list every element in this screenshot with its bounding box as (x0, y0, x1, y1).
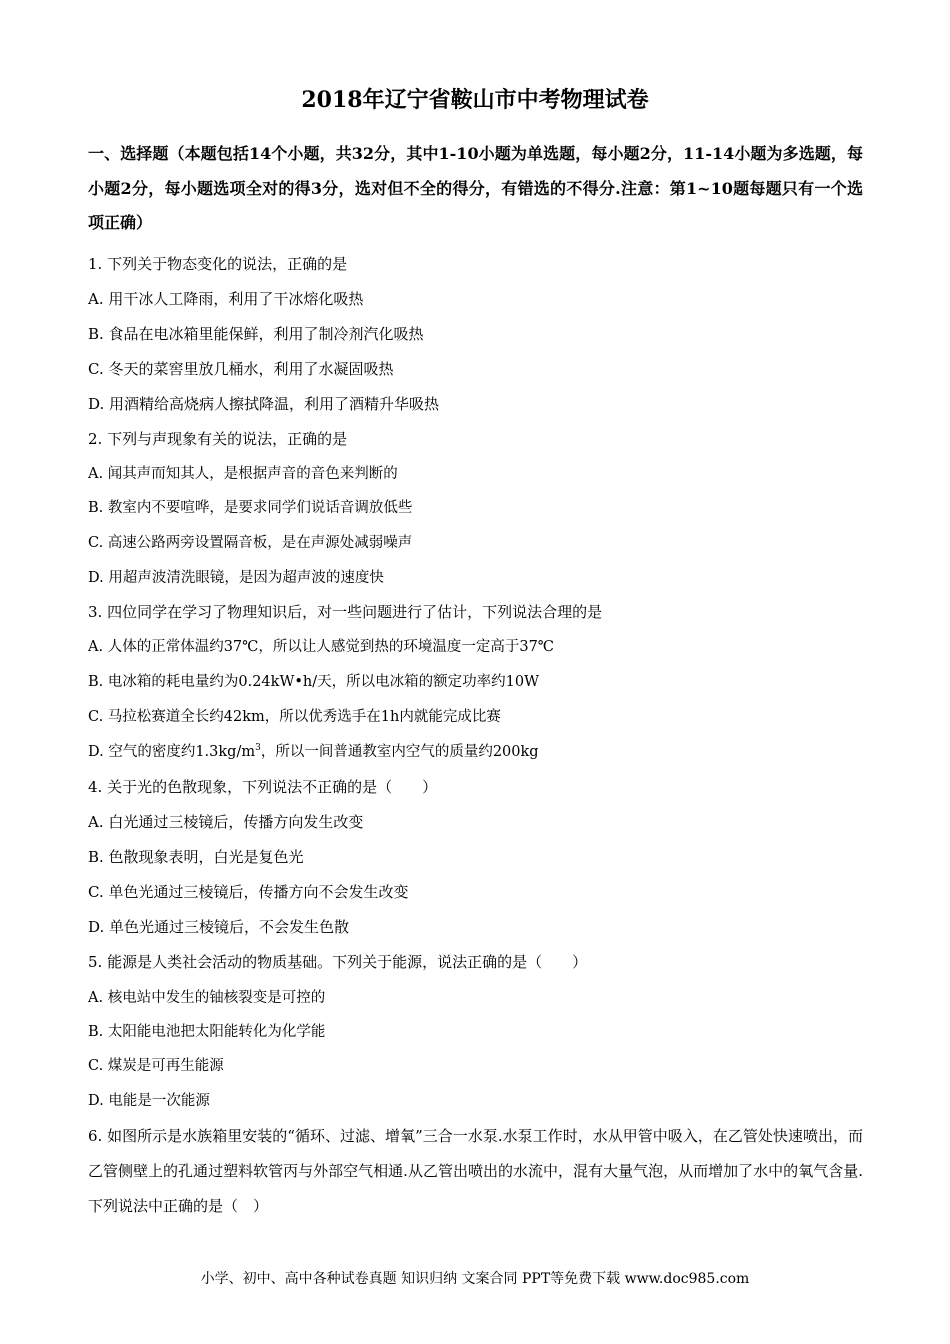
question-3-option-d-superscript: 3 (255, 743, 261, 754)
question-6-stem: 6. 如图所示是水族箱里安装的“循环、过滤、增氧”三合一水泵.水泵工作时，水从甲管中吸入，在乙管处快速喷出，而乙管侧壁上的孔通过塑料软管丙与外部空气相通.从乙管出喷出的水流中，混有大量气泡，从而增加了水中的氧气含量.下列说法中正确的是（ ） (88, 1127, 863, 1215)
question-2-option-d: D. 用超声波清洗眼镜，是因为超声波的速度快 (88, 570, 384, 586)
question-2-stem: 2. 下列与声现象有关的说法，正确的是 (88, 430, 348, 448)
question-3-option-d-text-after: ，所以一间普通教室内空气的质量约200kg (260, 744, 539, 760)
question-3-stem: 3. 四位同学在学习了物理知识后，对一些问题进行了估计，下列说法合理的是 (88, 603, 603, 621)
question-5-option-a: A. 核电站中发生的铀核裂变是可控的 (88, 990, 326, 1006)
question-2-option-a: A. 闻其声而知其人，是根据声音的音色来判断的 (88, 466, 398, 482)
page-footer: 小学、初中、高中各种试卷真题 知识归纳 文案合同 PPT等免费下载 www.doc985.com (200, 1271, 750, 1287)
question-4-option-c: C. 单色光通过三棱镜后，传播方向不会发生改变 (88, 883, 409, 901)
question-5-option-c: C. 煤炭是可再生能源 (88, 1058, 224, 1074)
question-1-option-d: D. 用酒精给高烧病人擦拭降温，利用了酒精升华吸热 (88, 395, 440, 413)
question-4-stem: 4. 关于光的色散现象，下列说法不正确的是（ ） (88, 778, 438, 796)
page-title: 2018年辽宁省鞍山市中考物理试卷 (301, 87, 649, 113)
question-3-option-d (88, 741, 863, 763)
question-3-option-a: A. 人体的正常体温约37℃，所以让人感觉到热的环境温度一定高于37℃ (88, 639, 555, 655)
question-3-option-d-text-before: D. 空气的密度约1.3kg/m (88, 744, 256, 760)
question-2-option-c: C. 高速公路两旁设置隔音板，是在声源处减弱噪声 (88, 535, 413, 551)
question-3-option-b: B. 电冰箱的耗电量约为0.24kW•h/天，所以电冰箱的额定功率约10W (88, 674, 539, 690)
question-1-option-b: B. 食品在电冰箱里能保鲜，利用了制冷剂汽化吸热 (88, 325, 424, 343)
question-4-option-d: D. 单色光通过三棱镜后，不会发生色散 (88, 918, 350, 936)
question-5-option-b: B. 太阳能电池把太阳能转化为化学能 (88, 1024, 326, 1040)
question-5-option-d: D. 电能是一次能源 (88, 1093, 210, 1109)
question-4-option-a: A. 白光通过三棱镜后，传播方向发生改变 (88, 813, 364, 831)
question-5-stem: 5. 能源是人类社会活动的物质基础。下列关于能源，说法正确的是（ ） (88, 953, 588, 971)
question-4-option-b: B. 色散现象表明，白光是复色光 (88, 848, 304, 866)
question-3-option-c: C. 马拉松赛道全长约42km，所以优秀选手在1h内就能完成比赛 (88, 709, 501, 725)
question-1-option-a: A. 用干冰人工降雨，利用了干冰熔化吸热 (88, 290, 364, 308)
question-1-option-c: C. 冬天的菜窖里放几桶水，利用了水凝固吸热 (88, 360, 394, 378)
section-heading: 一、选择题（本题包括14个小题，共32分，其中1-10小题为单选题，每小题2分，11-14小题为多选题，每小题2分，每小题选项全对的得3分，选对但不全的得分，有错选的不得分.注意：第1~10题每题只有一个选项正确） (88, 144, 863, 232)
question-2-option-b: B. 教室内不要喧哗，是要求同学们说话音调放低些 (88, 500, 413, 516)
question-1-stem: 1. 下列关于物态变化的说法，正确的是 (88, 255, 348, 273)
